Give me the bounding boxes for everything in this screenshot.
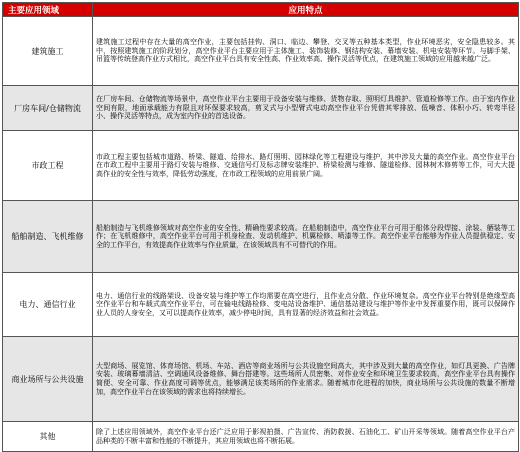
table-row	[3, 201, 519, 273]
table-row	[3, 86, 519, 131]
table-row	[3, 273, 519, 337]
row-description: 大型商场、展览馆、体育场馆、机场、车站、酒店等商业场所与公共设施空间高大，其中涉及到大量的高空作业，如灯具更换、广告牌安装、玻璃幕墙清洁、空调通风设备维修、舞台搭建等。这些场所人员密集、对作业安全和环境卫生要求较高，高空作业平台具有操作简便、安全可靠、作业高度可调等优点，能够满足该类场所的作业需求。随着城市化进程的加快，商业场所与公共设施的数量不断增加，高空作业平台在该领域的需求也将持续增长。	[93, 337, 519, 422]
row-description: 船舶制造与飞机维修领域对高空作业的安全性、精确性要求较高。在船舶制造中，高空作业平台可用于船体分段焊接、涂装、舾装等工作；在飞机维修中，高空作业平台可用于机身检查、发动机维护、机翼检修、喷漆等工作。高空作业平台能够为作业人员提供稳定、安全的工作平台，有效提高作业效率与作业质量，在该领域具有不可替代的作用。	[93, 201, 519, 273]
table-row	[3, 17, 519, 86]
application-table	[2, 2, 519, 452]
table-row	[3, 131, 519, 201]
row-field: 厂房车间/仓储物流	[3, 86, 93, 131]
table-header-row	[3, 3, 519, 17]
row-field: 商业场所与公共设施	[3, 337, 93, 422]
row-field: 建筑施工	[3, 17, 93, 86]
row-description: 除了上述应用领域外，高空作业平台还广泛应用于影视拍摄、广告宣传、消防救援、石油化工、矿山开采等领域。随着高空作业平台产品种类的不断丰富和性能的不断提升，其应用领域也将不断拓展。	[93, 422, 519, 452]
row-field: 其他	[3, 422, 93, 452]
row-description: 电力、通信行业的线路架设、设备安装与维护等工作均需要在高空进行，且作业点分散、作业环境复杂。高空作业平台特别是绝缘型高空作业平台和车载式高空作业平台，可在输电线路检修、变电站设备维护、通信基站建设与维护等作业中发挥重要作用，既可以保障作业人员的人身安全，又可以提高作业效率，减少停电时间，具有显著的经济效益和社会效益。	[93, 273, 519, 337]
row-description: 市政工程主要包括城市道路、桥梁、隧道、给排水、路灯照明、园林绿化等工程建设与维护，其中涉及大量的高空作业。高空作业平台在市政工程中主要用于路灯安装与维修、交通信号灯及标志牌安装维护、桥梁检测与维修、隧道检修、园林树木修剪等工作，可大大提高作业的安全性与效率，降低劳动强度，在市政工程领域的应用前景广阔。	[93, 131, 519, 201]
row-description: 在厂房车间、仓储物流等场景中，高空作业平台主要用于设备安装与维修、货物存取、照明灯具维护、管道检修等工作。由于室内作业空间有限，地面承载能力有限且对环保要求较高，剪叉式与小型臂式电动高空作业平台凭借其零排放、低噪音、体积小巧、转弯半径小、操作灵活等特点，成为室内作业的首选设备。	[93, 86, 519, 131]
row-description: 建筑施工过程中存在大量的高空作业，主要包括挂钩、洞口、临边、攀登、交叉等五种基本类型，作业环境恶劣，安全隐患较多。其中，按照建筑施工的阶段划分，高空作业平台主要应用于主体施工、装饰装修、钢结构安装、幕墙安装、机电安装等环节。与脚手架、吊篮等传统登高作业方式相比，高空作业平台具有安全性高、作业效率高、操作灵活等优点，在建筑施工领域的应用越来越广泛。	[93, 17, 519, 86]
application-table-wrapper	[2, 2, 518, 452]
row-field: 电力、通信行业	[3, 273, 93, 337]
table-row	[3, 337, 519, 422]
header-application-features: 应用特点	[93, 3, 519, 17]
row-field: 船舶制造、飞机维修	[3, 201, 93, 273]
header-application-field: 主要应用领域	[3, 3, 93, 17]
row-field: 市政工程	[3, 131, 93, 201]
table-row	[3, 422, 519, 452]
